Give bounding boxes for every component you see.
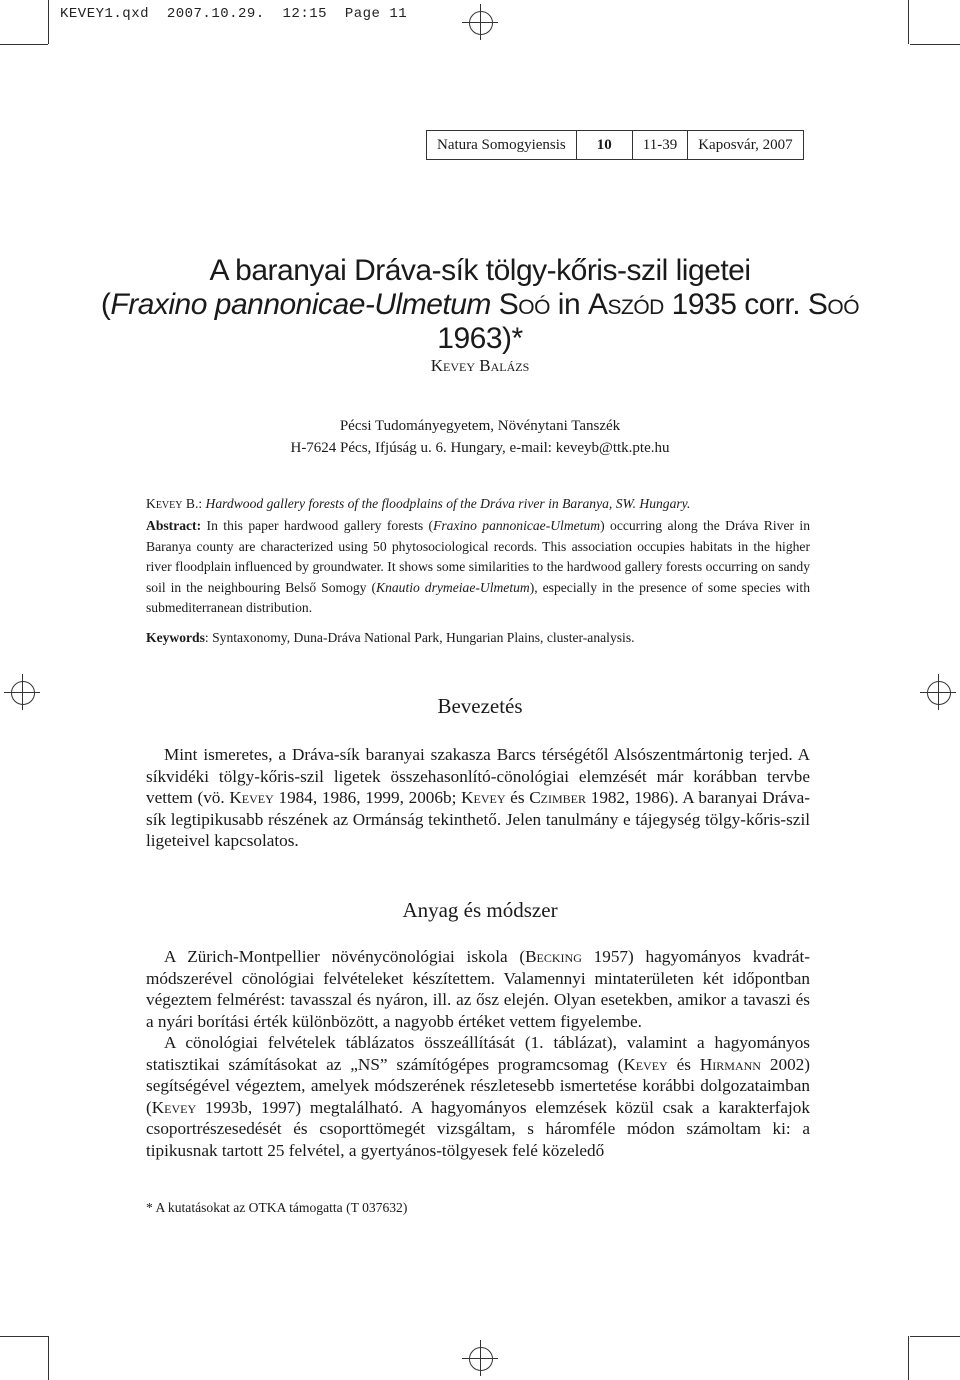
section-heading-methods: Anyag és módszer: [402, 898, 558, 922]
affiliation-line-1: Pécsi Tudományegyetem, Növénytani Tanszék: [339, 418, 621, 434]
crop-mark: [0, 44, 48, 45]
journal-name: Natura Somogyiensis: [427, 131, 577, 159]
abstract-label: Abstract:: [146, 518, 202, 533]
methods-paragraph-1: A Zürich-Montpellier növénycönológiai iskola (Becking 1957) hagyományos kvadrát-módszerével cönológiai felvételeket készítettem. Valamennyi mintaterületen két időpontban végeztem felmérést: tavasszal és nyáron, ill. az ősz elején. Olyan esetekben, amikor a tavaszi és a nyári borítási érték különbözött, a nagyobb értéket vettem figyelembe.: [146, 947, 810, 1031]
crop-mark: [48, 0, 49, 44]
section-heading-introduction: Bevezetés: [437, 694, 523, 718]
affiliation-line-2: H-7624 Pécs, Ifjúság u. 6. Hungary, e-mail: keveyb@ttk.pte.hu: [290, 440, 670, 456]
keywords-label: Keywords: [146, 630, 205, 645]
footnote: * A kutatásokat az OTKA támogatta (T 037632): [146, 1200, 408, 1215]
abstract: Abstract: In this paper hardwood gallery forests (Fraxino pannonicae-Ulmetum) occurring along the Dráva River in Baranya county are characterized using 50 phytosociological records. This association occupies habitats in the higher river floodplain influenced by groundwater. It shows some similarities to the hardwood gallery forests occurring on sandy soil in the neighbouring Belső Somogy (Knautio drymeiae-Ulmetum), especially in the presence of some species with submediterranean distribution.: [146, 518, 810, 616]
crop-mark: [48, 1336, 49, 1380]
print-slug: KEVEY1.qxd 2007.10.29. 12:15 Page 11: [60, 6, 408, 22]
author-name: Kevey Balázs: [430, 356, 530, 375]
title-line-1: A baranyai Dráva-sík tölgy-kőris-szil ligetei: [209, 254, 751, 287]
crop-mark: [908, 0, 909, 44]
article-title: [100, 254, 860, 356]
crop-mark: [910, 44, 960, 45]
english-citation: Kevey B.: Hardwood gallery forests of the floodplains of the Dráva river in Baranya, SW. Hungary.: [146, 496, 691, 511]
methods-paragraph-2: A cönológiai felvételek táblázatos összeállítását (1. táblázat), valamint a hagyományos statisztikai számításokat az „NS” számítógépes programcsomag (Kevey és Hirmann 2002) segítségével végeztem, amelyek módszerének részletesebb ismertetése korábbi dolgozataimban (Kevey 1993b, 1997) megtalálható. A hagyományos elemzések közül csak a karakterfajok csoportrészesedését és csoporttömegét vizsgáltam, s háromféle módon számoltam ki: a tipikusnak tartott 25 felvétel, a gyertyános-tölgyesek felé közeledő: [146, 1033, 810, 1160]
registration-mark-bottom: [462, 1340, 498, 1376]
keywords: Keywords: Syntaxonomy, Duna-Dráva National Park, Hungarian Plains, cluster-analysis.: [146, 630, 635, 645]
journal-place-year: Kaposvár, 2007: [698, 137, 793, 153]
registration-mark-top: [462, 4, 498, 40]
registration-mark-left: [4, 674, 40, 710]
methods-text: [146, 946, 810, 1161]
journal-pages: 11-39: [633, 131, 688, 159]
journal-volume: 10: [577, 131, 633, 159]
crop-mark: [908, 1336, 909, 1380]
crop-mark: [910, 1336, 960, 1337]
crop-mark: [0, 1336, 48, 1337]
introduction-paragraph: Mint ismeretes, a Dráva-sík baranyai szakasza Barcs térségétől Alsószentmártonig terjed. A síkvidéki tölgy-kőris-szil ligetek összehasonlító-cönológiai elemzését már korábban tervbe vettem (vö. Kevey 1984, 1986, 1999, 2006b; Kevey és Czimber 1982, 1986). A baranyai Dráva-sík legtipikusabb részének az Ormánság tekinthető. Jelen tanulmány e tájegység tölgy-kőris-szil ligeteivel kapcsolatos.: [146, 745, 810, 850]
registration-mark-right: [920, 674, 956, 710]
journal-header-box: [426, 130, 804, 160]
title-line-2: (Fraxino pannonicae-Ulmetum Soó in Aszód 1935 corr. Soó 1963)*: [100, 288, 860, 355]
